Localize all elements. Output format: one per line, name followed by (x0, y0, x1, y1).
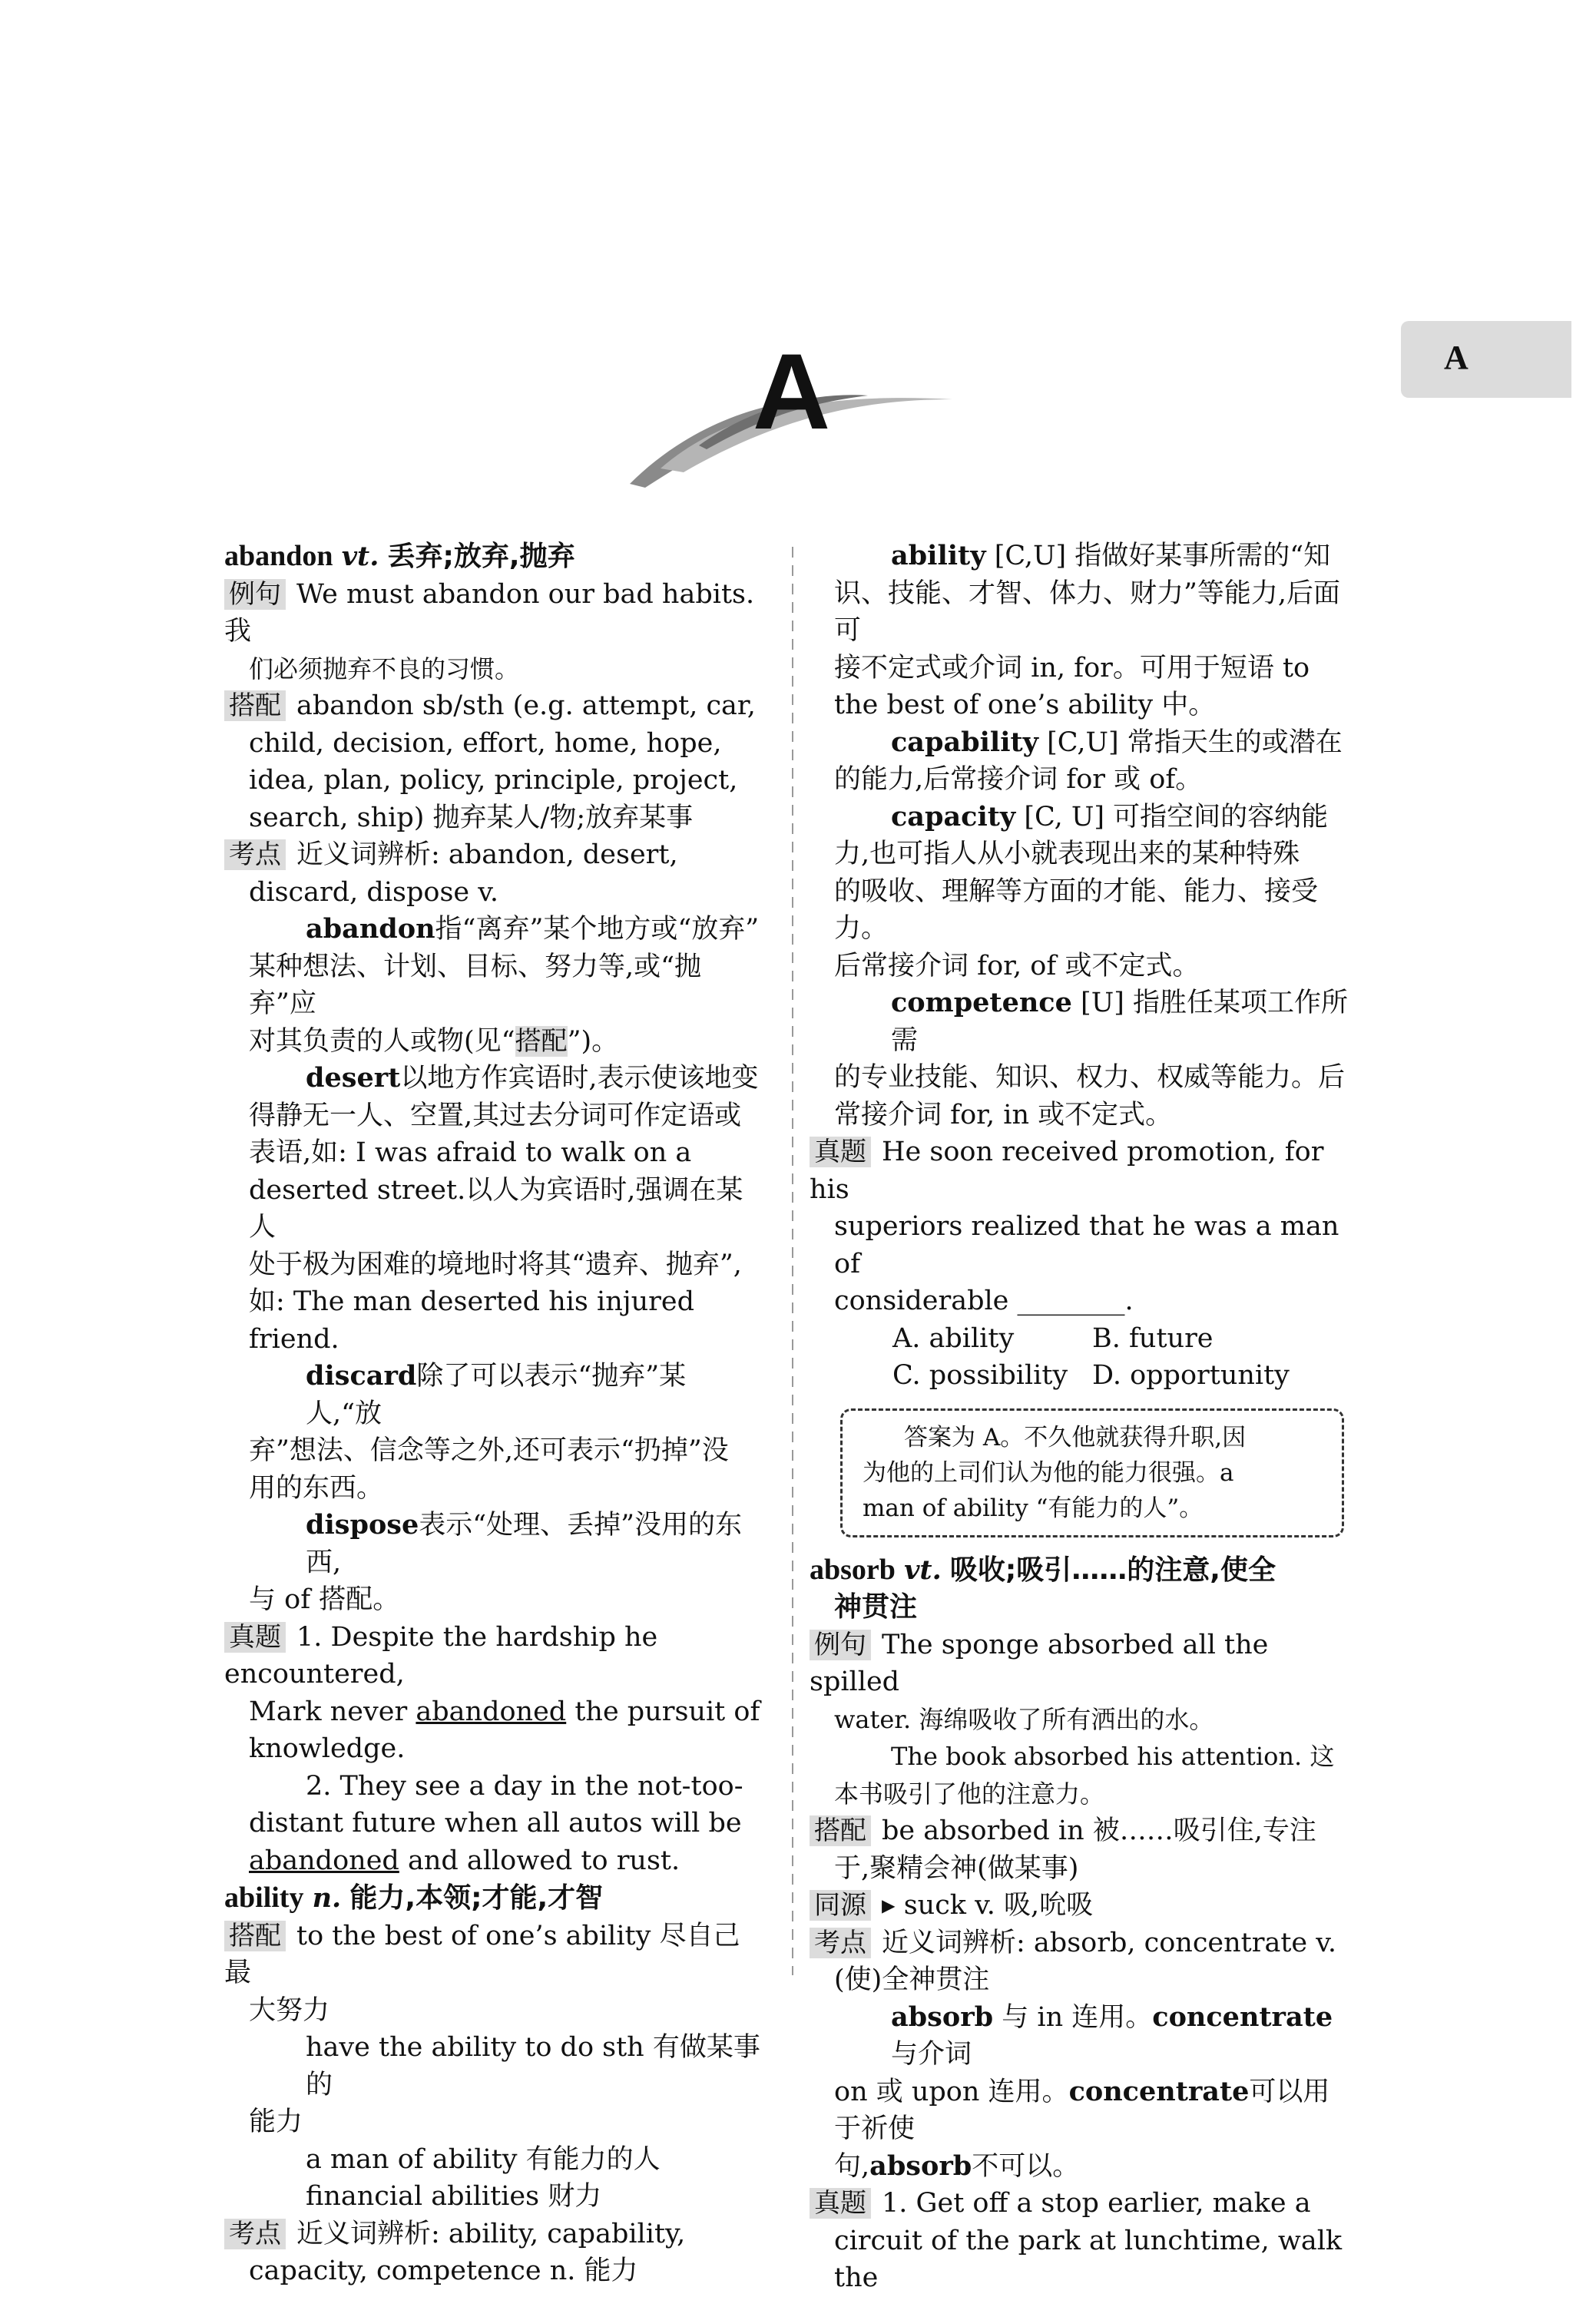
label-test-point: 考点 (224, 839, 286, 870)
answer-options-row-1: A. ability B. future (892, 1322, 1214, 1354)
entry-absorb-headword: absorb vt. 吸收;吸引……的注意,使全 (810, 1553, 1276, 1586)
entry-abandon-headword: abandon vt. 丢弃;放弃,抛弃 (224, 540, 575, 572)
section-header (614, 323, 968, 492)
answer-options-row-2: C. possibility D. opportunity (892, 1360, 1290, 1391)
label-real-exam: 真题 (810, 2188, 871, 2219)
label-example: 例句 (224, 579, 286, 610)
label-collocation: 搭配 (810, 1815, 871, 1846)
left-column: abandon vt. 丢弃;放弃,抛弃 例句 We must abandon our bad habits. 我 们必须抛弃不良的习惯。 搭配 abandon sb/sth (e.g. attempt, car, child, decision, effort, home, hope, idea, plan, policy, principle, project, search, ship) 抛弃某人/物;放弃某事 考点 近义词辨析: abandon, desert, discard, dispose v. abandon指“离弃”某个地方或“放弃” 某种想法、计划、目标、努力等,或“抛弃”应 对其负责的人或物(见“搭配”)。 desert以地方作宾语时,表示使该地变 得静无一人、空置,其过去分词可作定语或 表语,如: I was afraid to walk on a deserted street.以人为宾语时,强调在某人 处于极为困难的境地时将其“遗弃、抛弃”, 如: The man deserted his injured friend. discard除了可以表示“抛弃”某人,“放 弃”想法、信念等之外,还可表示“扔掉”没 用的东西。 dispose表示“处理、丢掉”没用的东西, 与 of 搭配。 真题 1. Despite the hardship he encountered, Mark never abandoned the pursuit of knowledge. 2. They see a day in the not-too- distant future when all autos will be abandoned and allowed to rust. ability n. 能力,本领;才能,才智 搭配 to the best of one’s ability 尽自己最 大努力 have the ability to do sth 有做某事的 能力 a man of ability 有能力的人 financial abilities 财力 考点 近义词辨析: ability, capability, capacity, competence n. 能力 (224, 538, 762, 2290)
label-example: 例句 (810, 1630, 871, 1660)
right-column: ability [C,U] 指做好某事所需的“知 识、技能、才智、体力、财力”等能力,后面可 接不定式或介词 in, for。可用于短语 to the best of one’s ability 中。 capability [C,U] 常指天生的或潜在 的能力,后常接介词 for 或 of。 capacity [C, U] 可指空间的容纳能 力,也可指人从小就表现出来的某种特殊 的吸收、理解等方面的才能、能力、接受力。 后常接介词 for, of 或不定式。 competence [U] 指胜任某项工作所需 的专业技能、知识、权力、权威等能力。后 常接介词 for, in 或不定式。 真题 He soon received promotion, for his superiors realized that he was a man of considerable ________. A. ability B. future C. possibility D. opportunity 答案为 A。不久他就获得升职,因 为他的上司们认为他的能力很强。a man of ability “有能力的人”。 absorb vt. 吸收;吸引……的注意,使全 神贯注 例句 The sponge absorbed all the spilled water. 海绵吸收了所有洒出的水。 The book absorbed his attention. 这 本书吸引了他的注意力。 搭配 be absorbed in 被……吸引住,专注 于,聚精会神(做某事) 同源 ▸ suck v. 吸,吮吸 考点 近义词辨析: absorb, concentrate v. (使)全神贯注 absorb 与 in 连用。concentrate 与介词 on 或 upon 连用。concentrate可以用于祈使 句,absorb不可以。 真题 1. Get off a stop earlier, make a circuit of the park at lunchtime, walk the (810, 538, 1356, 2297)
side-letter: A (1444, 339, 1469, 376)
label-real-exam: 真题 (810, 1137, 871, 1167)
label-real-exam: 真题 (224, 1622, 286, 1653)
label-collocation: 搭配 (224, 690, 286, 721)
section-letter: A (753, 331, 831, 452)
label-test-point: 考点 (224, 2219, 286, 2249)
answer-explanation-box: 答案为 A。不久他就获得升职,因 为他的上司们认为他的能力很强。a man of ability “有能力的人”。 (840, 1408, 1344, 1537)
entry-ability-headword: ability n. 能力,本领;才能,才智 (224, 1882, 604, 1914)
side-letter-tab (1401, 321, 1571, 398)
label-collocation: 搭配 (224, 1921, 286, 1951)
label-test-point: 考点 (810, 1928, 871, 1958)
label-cognate: 同源 (810, 1890, 871, 1921)
column-divider (785, 547, 800, 1975)
